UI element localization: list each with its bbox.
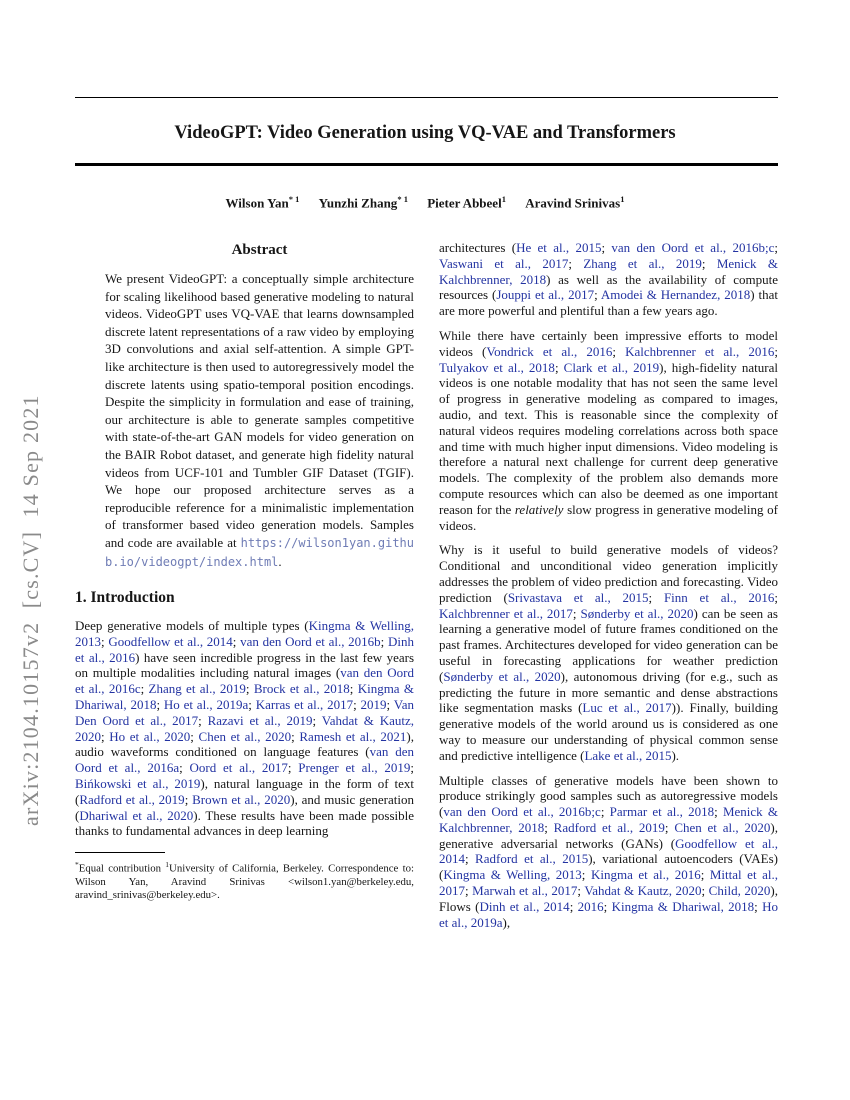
citation-link[interactable]: Brock et al., 2018 [253, 681, 350, 697]
author-superscript: 1 [501, 194, 506, 204]
citation-link[interactable]: Razavi et al., 2019 [207, 712, 313, 728]
citation-link[interactable]: Ho et al., 2019a [439, 898, 778, 930]
arxiv-watermark: arXiv:2104.10157v2 [cs.CV] 14 Sep 2021 [18, 394, 43, 826]
citation-link[interactable]: Ramesh et al., 2021 [299, 728, 407, 744]
author-name: Yunzhi Zhang [318, 195, 398, 211]
footnote-text: *Equal contribution $^1$University of California, Berkeley. Correspondence to: Wilson Yan, Aravind Srinivas <wilson1.yan@berkeley.edu, aravind_srinivas@berkeley.edu>. [75, 860, 414, 902]
citation-link[interactable]: 2019 [360, 697, 387, 713]
citation-link[interactable]: Karras et al., 2017 [255, 697, 354, 713]
author-2 [427, 194, 506, 211]
citation-link[interactable]: Chen et al., 2020 [674, 819, 771, 835]
citation-link[interactable]: Ho et al., 2020 [109, 728, 191, 744]
body-paragraph: Why is it useful to build generative models of videos? Conditional and unconditional video generation implicitly addresses the problem of video prediction and forecasting. Video prediction (Srivastava et al., 2015; Finn et al., 2016; Kalchbrenner et al., 2017; Sønderby et al., 2020) can be seen as learning a generative model of future frames conditioned on the past frames. Architectures developed for video generation can be useful in forecasting applications for weather prediction (Sønderby et al., 2020), autonomous driving (for e.g., such as predicting the future in more semantic and dense abstractions like segmentation masks (Luc et al., 2017)). Finally, building generative models of the world around us is considered as one way to measure our understanding of physical common sense and predictive intelligence (Lake et al., 2015). [439, 542, 778, 763]
title-rule-top [75, 97, 778, 98]
citation-link[interactable]: Menick & Kalchbrenner, 2018 [439, 255, 778, 287]
citation-link[interactable]: Radford et al., 2015 [475, 851, 589, 867]
author-superscript: * 1 [397, 194, 408, 204]
author-line [0, 194, 850, 211]
citation-link[interactable]: He et al., 2015 [516, 240, 602, 255]
citation-link[interactable]: Oord et al., 2017 [189, 760, 288, 776]
citation-link[interactable]: van den Oord et al., 2016a [75, 744, 414, 776]
author-name: Pieter Abbeel [427, 195, 502, 211]
citation-link[interactable]: Vondrick et al., 2016 [486, 343, 613, 359]
citation-link[interactable]: Zhang et al., 2019 [583, 255, 702, 271]
citation-link[interactable]: Radford et al., 2019 [553, 819, 665, 835]
citation-link[interactable]: Vahdat & Kautz, 2020 [584, 883, 702, 899]
citation-link[interactable]: Kingma & Welling, 2013 [443, 867, 582, 883]
citation-link[interactable]: Sønderby et al., 2020 [443, 668, 561, 684]
citation-link[interactable]: Menick & Kalchbrenner, 2018 [439, 804, 778, 835]
author-1 [319, 194, 408, 211]
footnote-rule [75, 852, 165, 853]
citation-link[interactable]: Finn et al., 2016 [663, 589, 775, 605]
citation-link[interactable]: Amodei & Hernandez, 2018 [600, 287, 751, 303]
title-rule-bottom [75, 163, 778, 166]
body-paragraph: While there have certainly been impressive efforts to model videos (Vondrick et al., 2016; Kalchbrenner et al., 2016; Tulyakov et al., 2018; Clark et al., 2019), high-fidelity natural videos is one notable modality that has not seen the same level of progress in generative modeling as compared to images, audio, and text. This is reasonable since the complexity of natural videos requires modeling correlations across both space and time with much higher input dimensions. Video modeling is therefore a natural next challenge for current deep generative models. The complexity of the problem also demands more compute resources which can also be deemed as one important reason for the relatively slow progress in generative modeling of videos. [439, 327, 778, 533]
citation-link[interactable]: Radford et al., 2019 [79, 791, 185, 807]
citation-link[interactable]: Kingma & Dhariwal, 2018 [611, 898, 755, 914]
citation-link[interactable]: Dhariwal et al., 2020 [79, 807, 194, 823]
intro-paragraph: Deep generative models of multiple types (Kingma & Welling, 2013; Goodfellow et al., 2014; van den Oord et al., 2016b; Dinh et al., 2016) have seen incredible progress in the last few years on multiple modalities including natural images (van den Oord et al., 2016c; Zhang et al., 2019; Brock et al., 2018; Kingma & Dhariwal, 2018; Ho et al., 2019a; Karras et al., 2017; 2019; Van Den Oord et al., 2017; Razavi et al., 2019; Vahdat & Kautz, 2020; Ho et al., 2020; Chen et al., 2020; Ramesh et al., 2021), audio waveforms conditioned on language features (van den Oord et al., 2016a; Oord et al., 2017; Prenger et al., 2019; Bińkowski et al., 2019), natural language in the form of text (Radford et al., 2019; Brown et al., 2020), and music generation (Dhariwal et al., 2020). These results have been made possible thanks to fundamental advances in deep learning [75, 618, 415, 839]
citation-link[interactable]: Ho et al., 2019a [163, 697, 249, 713]
citation-link[interactable]: van den Oord et al., 2016c [75, 665, 414, 697]
author-superscript: 1 [620, 194, 625, 204]
citation-link[interactable]: van den Oord et al., 2016b;c [443, 804, 601, 820]
citation-link[interactable]: Lake et al., 2015 [584, 747, 672, 763]
citation-link[interactable]: Zhang et al., 2019 [148, 681, 246, 697]
citation-link[interactable]: Kalchbrenner et al., 2016 [625, 343, 775, 359]
citation-link[interactable]: Vaswani et al., 2017 [439, 255, 569, 271]
citation-link[interactable]: Chen et al., 2020 [198, 728, 292, 744]
citation-link[interactable]: Vahdat & Kautz, 2020 [75, 712, 415, 744]
citation-link[interactable]: Jouppi et al., 2017 [496, 287, 595, 303]
citation-link[interactable]: Clark et al., 2019 [563, 359, 660, 375]
citation-link[interactable]: Kingma & Dhariwal, 2018 [75, 681, 414, 713]
left-column [75, 242, 414, 903]
citation-link[interactable]: Marwah et al., 2017 [472, 883, 578, 899]
author-0 [226, 194, 300, 211]
citation-link[interactable]: Srivastava et al., 2015 [507, 589, 649, 605]
citation-link[interactable]: 2016 [577, 898, 604, 914]
citation-link[interactable]: Luc et al., 2017 [582, 700, 672, 716]
citation-link[interactable]: Parmar et al., 2018 [609, 804, 715, 820]
citation-link[interactable]: van den Oord et al., 2016b;c [611, 240, 775, 255]
abstract-text: We present VideoGPT: a conceptually simple architecture for scaling likelihood based generative modeling to natural videos. VideoGPT uses VQ-VAE that learns downsampled discrete latent representations of a raw video by employing 3D convolutions and axial self-attention. A simple GPT-like architecture is then used to autoregressively model the discrete latents using spatio-temporal position encodings. Despite the simplicity in formulation and ease of training, our architecture is able to generate samples competitive with state-of-the-art GAN models for video generation on the BAIR Robot dataset, and generate high fidelity natural videos from UCF-101 and Tumbler GIF Dataset (TGIF). We hope our proposed architecture serves as a reproducible reference for a minimalistic implementation of transformer based video generation models. Samples and code are available at https://wilson1yan.github.io/videogpt/index.html. [105, 271, 414, 569]
body-paragraph: Multiple classes of generative models have been shown to produce strikingly good samples such as autoregressive models (van den Oord et al., 2016b;c; Parmar et al., 2018; Menick & Kalchbrenner, 2018; Radford et al., 2019; Chen et al., 2020), generative adversarial networks (GANs) (Goodfellow et al., 2014; Radford et al., 2015), variational autoencoders (VAEs) (Kingma & Welling, 2013; Kingma et al., 2016; Mittal et al., 2017; Marwah et al., 2017; Vahdat & Kautz, 2020; Child, 2020), Flows (Dinh et al., 2014; 2016; Kingma & Dhariwal, 2018; Ho et al., 2019a), [439, 772, 778, 930]
citation-link[interactable]: Mittal et al., 2017 [439, 867, 778, 899]
paper-title: VideoGPT: Video Generation using VQ-VAE and Transformers [174, 123, 676, 143]
citation-link[interactable]: Tulyakov et al., 2018 [439, 359, 555, 375]
citation-link[interactable]: Kingma & Welling, 2013 [75, 618, 414, 649]
right-column [439, 240, 778, 939]
author-name: Wilson Yan [225, 195, 289, 211]
footnote [75, 852, 414, 902]
citation-link[interactable]: Sønderby et al., 2020 [580, 605, 694, 621]
body-paragraph: architectures (He et al., 2015; van den Oord et al., 2016b;c; Vaswani et al., 2017; Zhang et al., 2019; Menick & Kalchbrenner, 2018) as well as the availability of compute resources (Jouppi et al., 2017; Amodei & Hernandez, 2018) that are more powerful and plentiful than a few years ago. [439, 240, 779, 319]
citation-link[interactable]: Bińkowski et al., 2019 [75, 776, 201, 792]
citation-link[interactable]: Kingma et al., 2016 [590, 867, 701, 883]
section-heading-introduction: 1. Introduction [75, 589, 175, 607]
author-3 [525, 194, 624, 211]
author-superscript: * 1 [288, 194, 300, 204]
citation-link[interactable]: Brown et al., 2020 [192, 791, 291, 807]
citation-link[interactable]: Prenger et al., 2019 [298, 760, 411, 776]
citation-link[interactable]: Goodfellow et al., 2014 [108, 633, 233, 649]
citation-link[interactable]: Dinh et al., 2016 [75, 633, 414, 665]
citation-link[interactable]: Kalchbrenner et al., 2017 [439, 605, 573, 621]
citation-link[interactable]: Van Den Oord et al., 2017 [75, 697, 414, 728]
author-name: Aravind Srinivas [525, 195, 621, 211]
citation-link[interactable]: Dinh et al., 2014 [479, 898, 570, 914]
citation-link[interactable]: van den Oord et al., 2016b [240, 633, 381, 649]
citation-link[interactable]: Child, 2020 [708, 883, 771, 899]
abstract-heading: Abstract [231, 242, 288, 258]
citation-link[interactable]: Goodfellow et al., 2014 [439, 835, 778, 867]
url-link[interactable]: https://wilson1yan.github.io/videogpt/index.html [105, 535, 414, 569]
